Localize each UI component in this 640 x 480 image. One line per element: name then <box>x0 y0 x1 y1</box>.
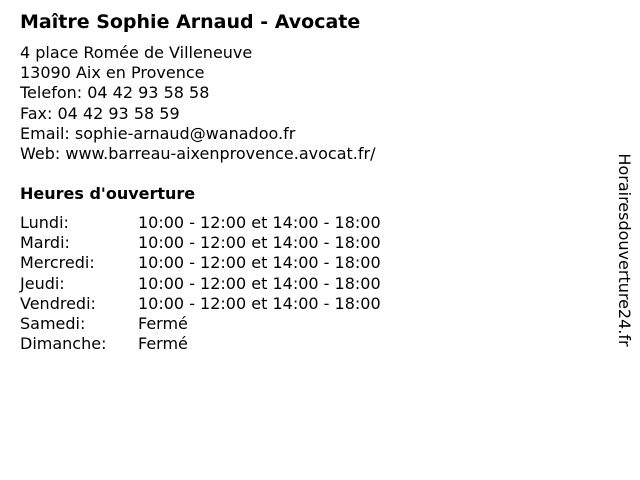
hours-row-friday <box>20 294 381 314</box>
page-title: Maître Sophie Arnaud - Avocate <box>20 11 361 33</box>
time-value: 10:00 - 12:00 et 14:00 - 18:00 <box>138 233 381 253</box>
contact-block <box>20 43 375 164</box>
day-label: Jeudi: <box>20 273 65 293</box>
website-address: Web: www.barreau-aixenprovence.avocat.fr/ <box>20 144 376 164</box>
time-value: 10:00 - 12:00 et 14:00 - 18:00 <box>138 253 381 273</box>
day-label: Dimanche: <box>20 334 107 354</box>
day-label: Mercredi: <box>20 253 95 273</box>
address-street: 4 place Romée de Villeneuve <box>20 43 253 62</box>
time-value: Fermé <box>138 314 188 334</box>
day-label: Vendredi: <box>20 293 96 313</box>
opening-hours-list <box>20 213 381 354</box>
hours-row-sunday <box>20 334 381 354</box>
time-value: Fermé <box>138 334 188 354</box>
email-address: Email: sophie-arnaud@wanadoo.fr <box>20 123 296 143</box>
hours-row-thursday <box>20 274 381 294</box>
day-label: Mardi: <box>20 233 70 253</box>
hours-row-monday <box>20 213 381 233</box>
hours-heading: Heures d'ouverture <box>20 184 196 203</box>
hours-row-tuesday <box>20 233 381 253</box>
phone-number: Telefon: 04 42 93 58 58 <box>20 83 210 103</box>
side-brand-watermark: Horairesdouverture24.fr <box>615 153 634 347</box>
hours-row-saturday <box>20 314 381 334</box>
day-label: Lundi: <box>20 213 69 232</box>
day-label: Samedi: <box>20 314 86 334</box>
hours-row-wednesday <box>20 253 381 273</box>
address-city: 13090 Aix en Provence <box>20 63 205 83</box>
time-value: 10:00 - 12:00 et 14:00 - 18:00 <box>138 293 381 313</box>
fax-number: Fax: 04 42 93 58 59 <box>20 103 180 123</box>
time-value: 10:00 - 12:00 et 14:00 - 18:00 <box>138 273 381 293</box>
time-value: 10:00 - 12:00 et 14:00 - 18:00 <box>138 213 381 232</box>
